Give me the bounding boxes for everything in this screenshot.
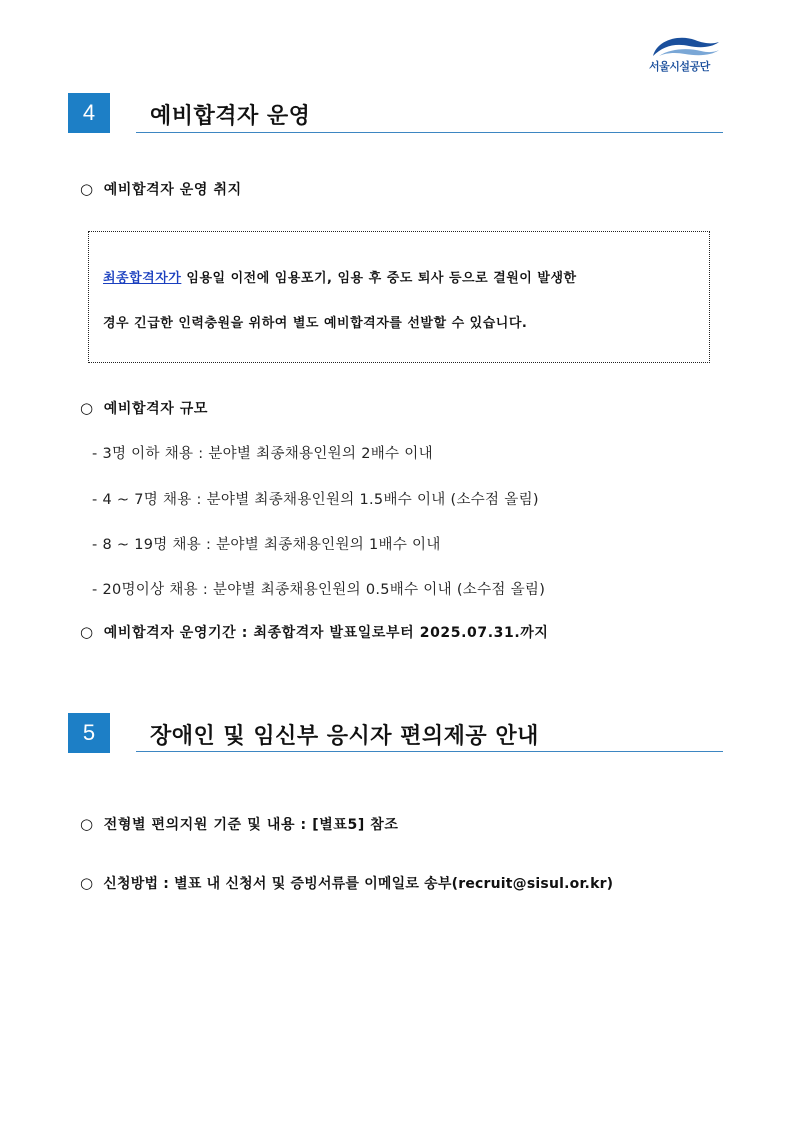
notice-line-1-text: 임용일 이전에 임용포기, 임용 후 중도 퇴사 등으로 결원이 발생한 <box>181 271 577 286</box>
accommodation-criteria <box>80 814 399 834</box>
section-number-badge: 5 <box>68 713 110 753</box>
section-title: 예비합격자 운영 <box>150 104 311 129</box>
section-underline <box>136 132 723 133</box>
circle-bullet-icon: ○ <box>80 623 94 641</box>
circle-bullet-icon: ○ <box>80 815 94 833</box>
notice-line-2: 경우 긴급한 인력충원을 위하여 별도 예비합격자를 선발할 수 있습니다. <box>103 316 528 331</box>
section-number-badge: 4 <box>68 93 110 133</box>
notice-line-1 <box>103 267 577 286</box>
logo-text: 서울시설공단 <box>649 60 710 73</box>
scale-heading <box>80 398 208 418</box>
scale-item: - 8 ~ 19명 채용 : 분야별 최종채용인원의 1배수 이내 <box>92 537 441 553</box>
purpose-heading-text: 예비합격자 운영 취지 <box>103 182 242 198</box>
circle-bullet-icon: ○ <box>80 180 94 198</box>
application-method <box>80 873 613 893</box>
scale-item: - 3명 이하 채용 : 분야별 최종채용인원의 2배수 이내 <box>92 446 433 462</box>
section-title: 장애인 및 임신부 응시자 편의제공 안내 <box>150 724 539 749</box>
notice-box <box>88 231 710 363</box>
period-line <box>80 622 548 642</box>
purpose-heading <box>80 179 242 199</box>
accommodation-criteria-text: 전형별 편의지원 기준 및 내용 : [별표5] 참조 <box>103 817 399 833</box>
final-passer-link[interactable]: 최종합격자가 <box>103 271 182 286</box>
circle-bullet-icon: ○ <box>80 874 94 892</box>
scale-item: - 20명이상 채용 : 분야별 최종채용인원의 0.5배수 이내 (소수점 올림) <box>92 582 546 598</box>
section-underline <box>136 751 723 752</box>
logo-wave-icon <box>649 34 721 60</box>
seoul-facilities-logo <box>645 34 725 78</box>
circle-bullet-icon: ○ <box>80 399 94 417</box>
application-method-text: 신청방법 : 별표 내 신청서 및 증빙서류를 이메일로 송부(recruit@sisul.or.kr) <box>103 876 614 892</box>
period-text: 예비합격자 운영기간 : 최종합격자 발표일로부터 2025.07.31.까지 <box>103 625 549 641</box>
scale-item: - 4 ~ 7명 채용 : 분야별 최종채용인원의 1.5배수 이내 (소수점 올림) <box>92 492 539 508</box>
scale-heading-text: 예비합격자 규모 <box>103 401 209 417</box>
